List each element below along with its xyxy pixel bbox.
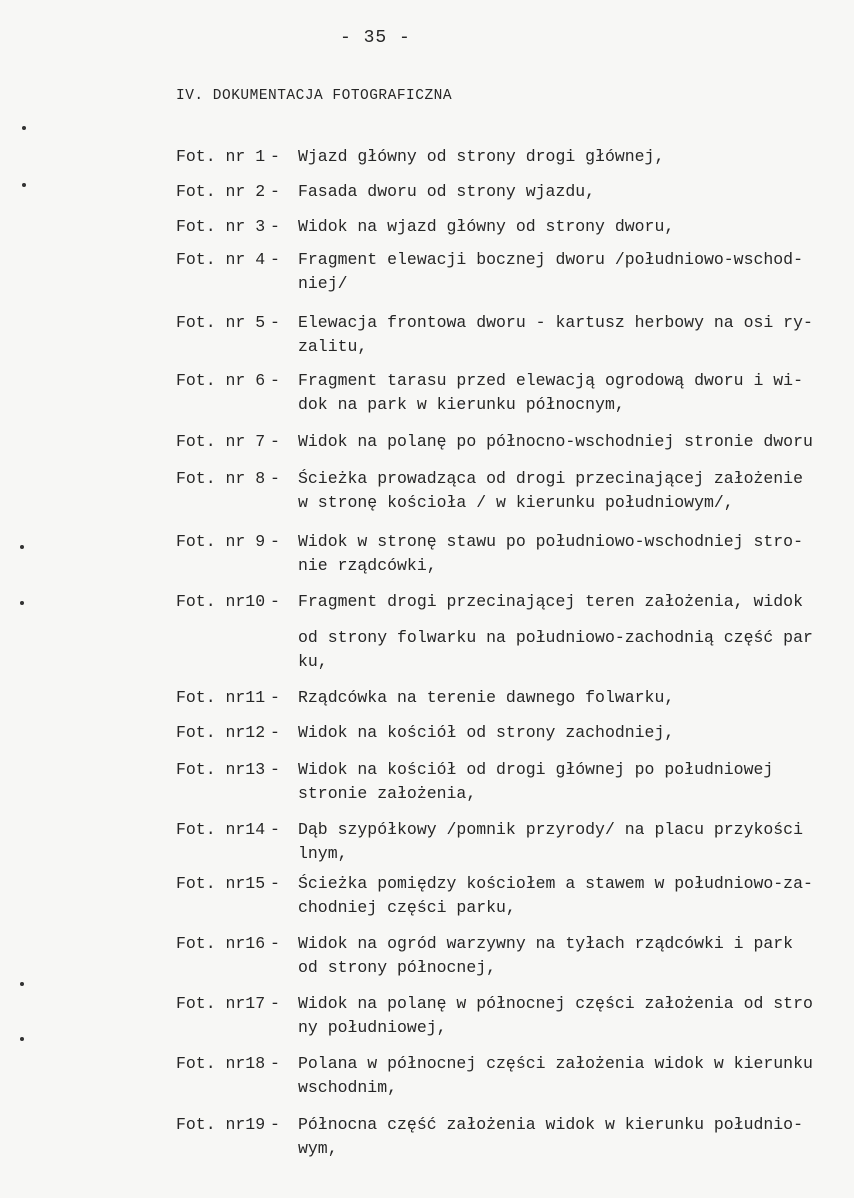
photo-number: Fot. nr 4 [176,250,266,269]
separator-dash: - [270,217,280,236]
photo-description: Widok na wjazd główny od strony dworu, [298,217,675,236]
photo-entry [176,467,803,515]
photo-entry [176,872,813,920]
photo-number: Fot. nr 5 [176,313,266,332]
photo-entry [176,932,793,980]
photo-entry [176,992,813,1040]
margin-mark [20,982,24,986]
photo-entry [176,758,773,806]
photo-entry [176,311,813,359]
photo-description: Fasada dworu od strony wjazdu, [298,182,596,201]
separator-dash: - [270,760,280,779]
photo-description-continuation: od strony folwarku na południowo-zachodnią część par [298,628,813,647]
photo-entry [176,721,674,745]
photo-description: Widok w stronę stawu po południowo-wschodniej stro- [298,532,803,551]
photo-description: Widok na kościół od strony zachodniej, [298,723,675,742]
photo-description-continuation: niej/ [298,274,348,293]
photo-description-continuation: dok na park w kierunku północnym, [298,395,625,414]
separator-dash: - [270,469,280,488]
photo-description: Północna część założenia widok w kierunku południo- [298,1115,803,1134]
photo-description-continuation: lnym, [298,844,348,863]
photo-description: Elewacja frontowa dworu - kartusz herbowy na osi ry- [298,313,813,332]
separator-dash: - [270,250,280,269]
separator-dash: - [270,371,280,390]
separator-dash: - [270,432,280,451]
photo-description-continuation: ku, [298,652,328,671]
photo-number: Fot. nr18 [176,1054,266,1073]
photo-description: Fragment elewacji bocznej dworu /południowo-wschod- [298,250,803,269]
photo-number: Fot. nr11 [176,688,266,707]
photo-description-continuation: stronie założenia, [298,784,477,803]
photo-number: Fot. nr16 [176,934,266,953]
separator-dash: - [270,874,280,893]
photo-description-continuation: od strony północnej, [298,958,497,977]
separator-dash: - [270,688,280,707]
photo-description-continuation: w stronę kościoła / w kierunku południowym/, [298,493,734,512]
separator-dash: - [270,1115,280,1134]
separator-dash: - [270,592,280,611]
photo-description: Polana w północnej części założenia widok w kierunku [298,1054,813,1073]
photo-entry [176,248,803,296]
photo-description-continuation: ny południowej, [298,1018,447,1037]
photo-entry [176,590,813,674]
margin-mark [20,601,24,605]
photo-number: Fot. nr 9 [176,532,266,551]
margin-mark [20,1037,24,1041]
photo-number: Fot. nr 3 [176,217,266,236]
separator-dash: - [270,147,280,166]
photo-entry [176,1052,813,1100]
photo-number: Fot. nr15 [176,874,266,893]
photo-number: Fot. nr 6 [176,371,266,390]
separator-dash: - [270,723,280,742]
photo-description: Widok na kościół od drogi głównej po południowej [298,760,774,779]
photo-number: Fot. nr 2 [176,182,266,201]
separator-dash: - [270,313,280,332]
photo-description: Wjazd główny od strony drogi głównej, [298,147,665,166]
photo-number: Fot. nr 7 [176,432,266,451]
separator-dash: - [270,532,280,551]
photo-description: Rządcówka na terenie dawnego folwarku, [298,688,675,707]
separator-dash: - [270,994,280,1013]
photo-entry [176,430,813,454]
margin-mark [22,183,26,187]
photo-number: Fot. nr12 [176,723,266,742]
photo-description: Ścieżka prowadząca od drogi przecinającej założenie [298,469,803,488]
photo-description-continuation: zalitu, [298,337,368,356]
photo-description-continuation: wym, [298,1139,338,1158]
photo-number: Fot. nr19 [176,1115,266,1134]
photo-description: Widok na polanę w północnej części założenia od stro [298,994,813,1013]
photo-number: Fot. nr10 [176,592,266,611]
section-heading: IV. DOKUMENTACJA FOTOGRAFICZNA [176,88,453,104]
photo-entry [176,180,595,204]
margin-mark [22,126,26,130]
photo-number: Fot. nr14 [176,820,266,839]
photo-description: Fragment tarasu przed elewacją ogrodową dworu i wi- [298,371,803,390]
page-number: - 35 - [340,28,411,48]
photo-entry [176,145,664,169]
photo-description-continuation: nie rządcówki, [298,556,437,575]
photo-description: Widok na ogród warzywny na tyłach rządcówki i park [298,934,794,953]
photo-description: Fragment drogi przecinającej teren założenia, widok [298,592,803,611]
separator-dash: - [270,182,280,201]
photo-number: Fot. nr 1 [176,147,266,166]
photo-number: Fot. nr13 [176,760,266,779]
photo-description-continuation: chodniej części parku, [298,898,516,917]
photo-entry [176,686,674,710]
separator-dash: - [270,934,280,953]
photo-entry [176,1113,803,1161]
photo-number: Fot. nr17 [176,994,266,1013]
photo-description: Widok na polanę po północno-wschodniej stronie dworu [298,432,813,451]
photo-entry [176,530,803,578]
photo-description: Dąb szypółkowy /pomnik przyrody/ na placu przykości [298,820,803,839]
separator-dash: - [270,820,280,839]
photo-number: Fot. nr 8 [176,469,266,488]
photo-entry [176,369,803,417]
margin-mark [20,545,24,549]
photo-description: Ścieżka pomiędzy kościołem a stawem w południowo-za- [298,874,813,893]
photo-entry [176,818,803,866]
separator-dash: - [270,1054,280,1073]
photo-description-continuation: wschodnim, [298,1078,398,1097]
photo-entry [176,215,674,239]
